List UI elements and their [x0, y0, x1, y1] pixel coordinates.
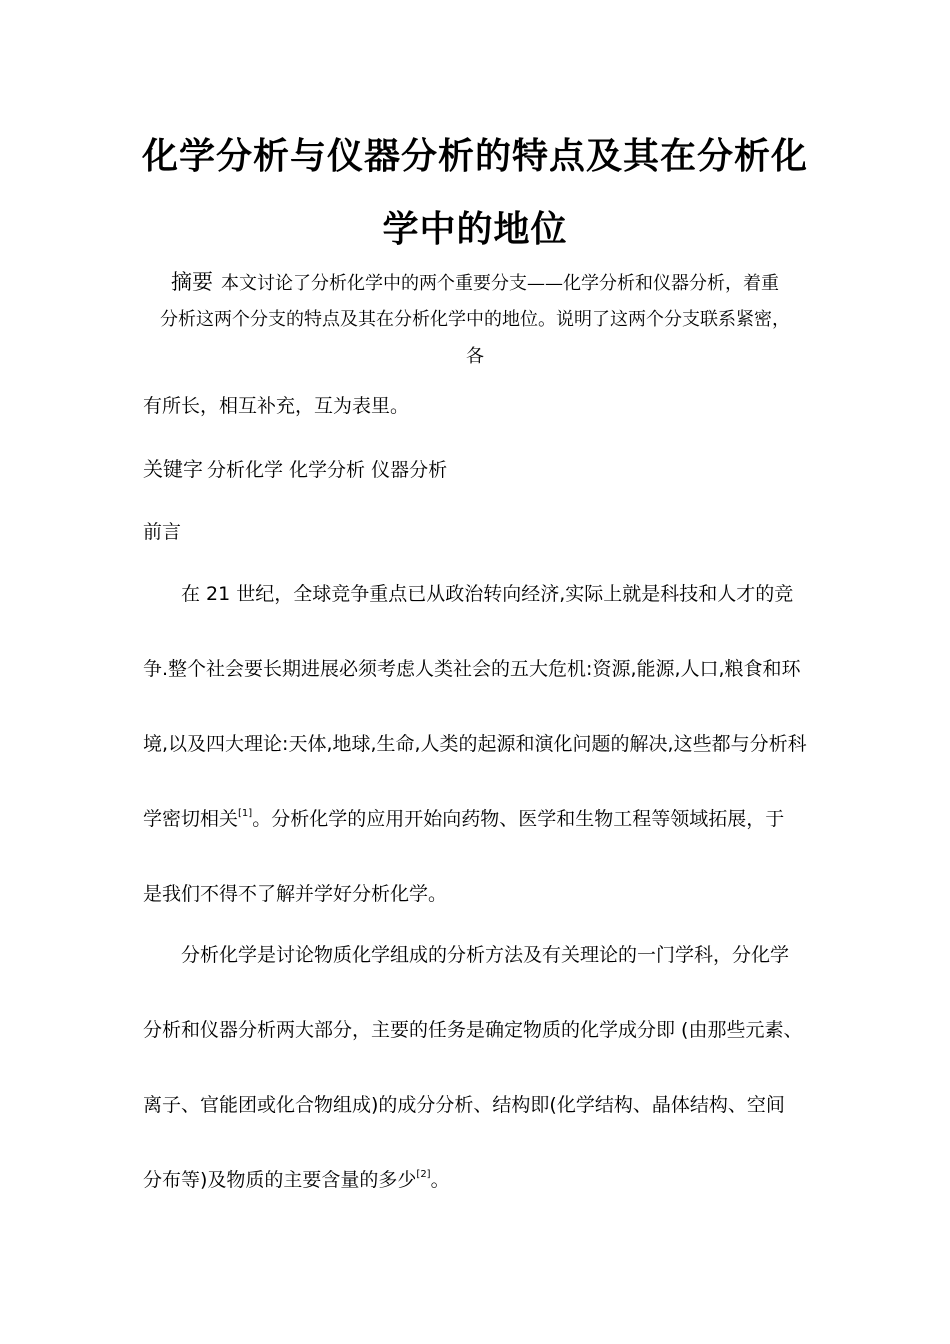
citation-2: [2] [416, 1169, 431, 1180]
paragraph-2-line-4 [143, 1165, 823, 1192]
paragraph-1-line-4 [143, 804, 823, 831]
keywords-label: 关键字 [143, 457, 203, 481]
title-line-1: 化学分析与仪器分析的特点及其在分析化 [141, 136, 808, 177]
abstract-line-3: 各 [466, 346, 484, 367]
paragraph-1-line-5: 是我们不得不了解并学好分析化学。 [143, 883, 448, 905]
paragraph-2-line-2: 分析和仪器分析两大部分，主要的任务是确定物质的化学成分即 (由那些元素、 [143, 1019, 803, 1041]
paragraph-1-line-3: 境,以及四大理论:天体,地球,生命,人类的起源和演化问题的解决,这些都与分析科 [143, 733, 807, 755]
paragraph-1-text-4a: 学密切相关 [143, 808, 239, 830]
abstract-line-4: 有所长，相互补充，互为表里。 [143, 395, 410, 417]
citation-1: [1] [238, 808, 253, 819]
paragraph-2-text-4b: 。 [430, 1169, 450, 1191]
keywords-text: 分析化学 化学分析 仪器分析 [207, 459, 448, 481]
paragraph-1-line-2: 争.整个社会要长期进展必须考虑人类社会的五大危机:资源,能源,人口,粮食和环 [143, 658, 801, 680]
paragraph-2-line-3: 离子、官能团或化合物组成)的成分分析、结构即(化学结构、晶体结构、空间 [143, 1094, 785, 1116]
paragraph-1-text-4b: 。分析化学的应用开始向药物、医学和生物工程等领域拓展，于 [252, 808, 785, 830]
preface-heading: 前言 [143, 521, 182, 543]
paragraph-1-line-1: 在 21 世纪，全球竞争重点已从政治转向经济,实际上就是科技和人才的竞 [181, 583, 794, 605]
abstract-text-1: 本文讨论了分析化学中的两个重要分支——化学分析和仪器分析，着重 [221, 273, 779, 294]
paragraph-2-line-1: 分析化学是讨论物质化学组成的分析方法及有关理论的一门学科，分化学 [181, 944, 790, 966]
keywords [143, 453, 823, 482]
title-line-2: 学中的地位 [382, 209, 568, 250]
abstract-line-1 [140, 266, 810, 296]
abstract-label: 摘要 [171, 270, 213, 294]
abstract-line-2: 分析这两个分支的特点及其在分析化学中的地位。说明了这两个分支联系紧密， [160, 309, 790, 330]
paragraph-2-text-4a: 分布等)及物质的主要含量的多少 [143, 1169, 417, 1191]
